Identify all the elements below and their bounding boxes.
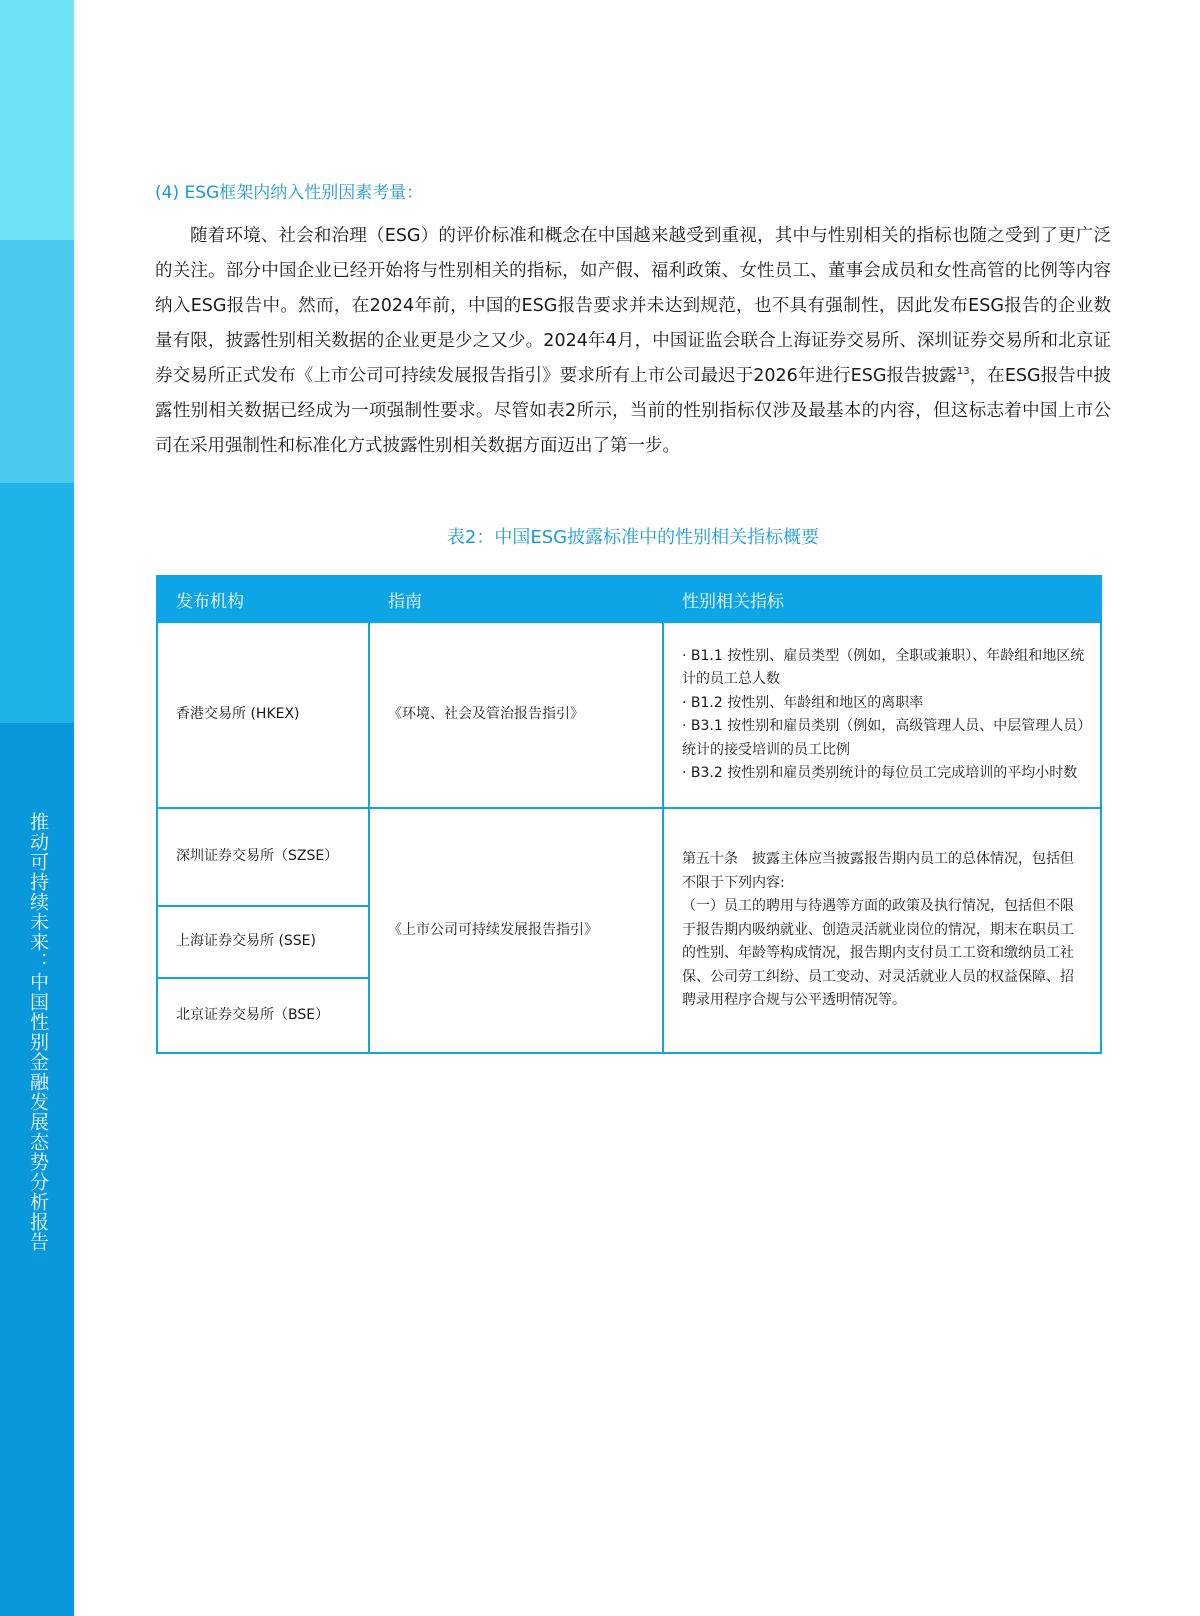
section-heading: (4) ESG框架内纳入性别因素考量： — [155, 183, 424, 203]
table-caption: 表2：中国ESG披露标准中的性别相关指标概要 — [446, 527, 820, 548]
indicator-item: · B1.2 按性别、年龄组和地区的离职率 — [682, 694, 924, 711]
indicator-item: · B3.2 按性别和雇员类别统计的每位员工完成培训的平均小时数 — [682, 765, 1078, 781]
paragraph-text-part2: ，在ESG报告中披露性别相关数据已经成为一项强制性要求。尽管如表2所示，当前的性别指标仅涉及最基本的内容，但这标志着中国上市公司在采用强制性和标准化方式披露性别相关数据方面迈出了第一步。 — [155, 366, 1111, 456]
article-title: 第五十条 披露主体应当披露报告期内员工的总体情况，包括但不限于下列内容: — [682, 851, 1074, 891]
table-row — [157, 622, 1101, 808]
report-title-vertical: 推动可持续未来：中国性别金融发展态势分析报告 — [27, 812, 49, 1252]
side-band-segment — [0, 483, 74, 723]
header-guide: 指南 — [369, 576, 663, 622]
indicator-item: · B1.1 按性别、雇员类型（例如，全职或兼职）、年龄组和地区统计的员工总人数 — [682, 647, 1085, 687]
cell-article-fifty — [663, 808, 1101, 1053]
table-header-row — [157, 576, 1101, 622]
table-row — [157, 808, 1101, 906]
indicator-item: · B3.1 按性别和雇员类别（例如，高级管理人员、中层管理人员）统计的接受培训的员工比例 — [682, 718, 1085, 758]
cell-guide-hkex: 《环境、社会及管治报告指引》 — [369, 622, 663, 808]
side-band-segment — [0, 240, 74, 483]
cell-institution-sse: 上海证券交易所 (SSE) — [157, 906, 369, 978]
esg-indicator-table — [156, 575, 1102, 1054]
header-indicators: 性别相关指标 — [663, 576, 1101, 622]
cell-indicators-hkex — [663, 622, 1101, 808]
side-band-segment — [0, 0, 74, 240]
footnote-marker[interactable]: 13 — [956, 366, 970, 378]
cell-guide-listed-companies: 《上市公司可持续发展报告指引》 — [369, 808, 663, 1053]
cell-institution-hkex: 香港交易所 (HKEX) — [157, 622, 369, 808]
paragraph-text-part1: 随着环境、社会和治理（ESG）的评价标准和概念在中国越来越受到重视，其中与性别相关的指标也随之受到了更广泛的关注。部分中国企业已经开始将与性别相关的指标，如产假、福利政策、女性员工、董事会成员和女性高管的比例等内容纳入ESG报告中。然而，在2024年前，中国的ESG报告要求并未达到规范，也不具有强制性，因此发布ESG报告的企业数量有限，披露性别相关数据的企业更是少之又少。2024年4月，中国证监会联合上海证券交易所、深圳证券交易所和北京证券交易所正式发布《上市公司可持续发展报告指引》要求所有上市公司最迟于2026年进行ESG报告披露 — [155, 226, 1111, 386]
side-band — [0, 0, 74, 1616]
cell-institution-szse: 深圳证券交易所（SZSE） — [157, 808, 369, 906]
article-item: （一）员工的聘用与待遇等方面的政策及执行情况，包括但不限于报告期内吸纳就业、创造灵活就业岗位的情况，期末在职员工的性别、年龄等构成情况，报告期内支付员工工资和缴纳员工社保、公司劳工纠纷、员工变动、对灵活就业人员的权益保障、招聘录用程序合规与公平透明情况等。 — [682, 898, 1074, 1009]
body-paragraph — [155, 219, 1111, 464]
cell-institution-bse: 北京证券交易所（BSE） — [157, 978, 369, 1053]
header-institution: 发布机构 — [157, 576, 369, 622]
